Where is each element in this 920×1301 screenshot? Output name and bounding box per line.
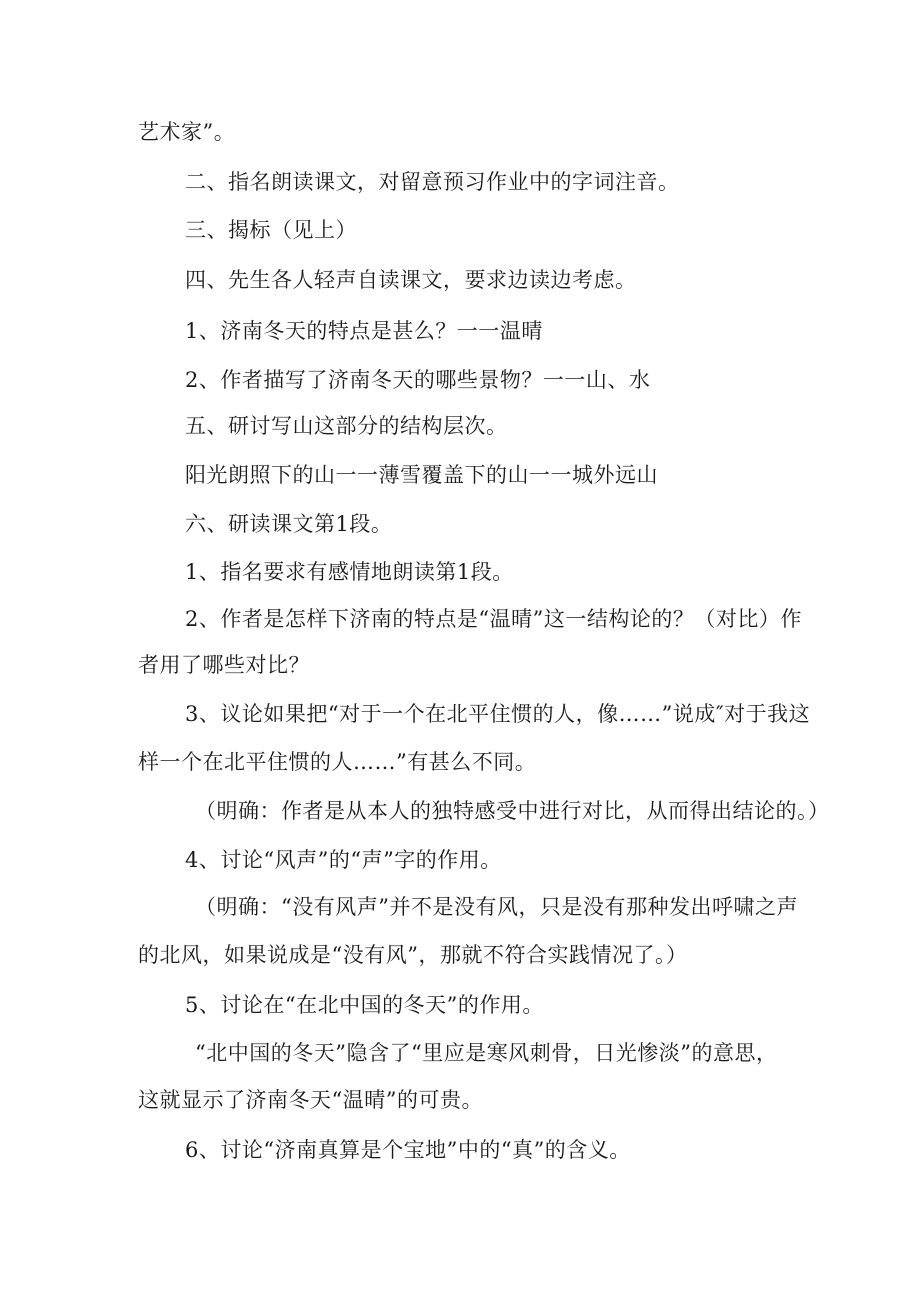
text-line-item-3-cont: 样一个在北平住惯的人……”有甚么不同。 (138, 750, 537, 774)
text-line-item-5-detail-cont: 这就显示了济南冬天“温晴”的可贵。 (138, 1088, 483, 1112)
text-line-item-2: 2、作者是怎样下济南的特点是“温晴”这一结构论的？（对比）作 (185, 607, 802, 631)
text-line-item-6: 6、讨论“济南真算是个宝地”中的“真”的含义。 (185, 1138, 631, 1162)
text-line-item-2-cont: 者用了哪些对比？ (138, 653, 310, 677)
text-line-item-5: 5、讨论在“在北中国的冬天”的作用。 (185, 993, 544, 1017)
text-line-clarify-2: （明确：“没有风声”并不是没有风，只是没有那种发出呼啸之声 (195, 895, 798, 919)
text-line-item-4: 4、讨论“风声”的“声”字的作用。 (185, 848, 502, 872)
text-line-item-5-detail: “北中国的冬天”隐含了“里应是寒风刺骨，日光惨淡”的意思， (195, 1041, 778, 1065)
text-line-step-4: 四、先生各人轻声自读课文，要求边读边考虑。 (185, 268, 637, 292)
text-line-item-3: 3、议论如果把“对于一个在北平住惯的人，像……”说成″对于我这 (185, 702, 811, 726)
text-line-question-1: 1、济南冬天的特点是甚么？一一温晴 (185, 319, 543, 343)
text-line-step-3: 三、揭标（见上） (185, 218, 357, 242)
text-line-question-2: 2、作者描写了济南冬天的哪些景物？一一山、水 (185, 368, 651, 392)
text-line-step-6: 六、研读课文第1段。 (185, 512, 393, 536)
text-line-clarify-1: （明确：作者是从本人的独特感受中进行对比，从而得出结论的。） (195, 799, 830, 823)
text-line-item-1: 1、指名要求有感情地朗读第1段。 (185, 560, 514, 584)
text-line-continuation: 艺术家”。 (138, 120, 236, 144)
text-line-structure: 阳光朗照下的山一一薄雪覆盖下的山一一城外远山 (185, 463, 658, 487)
text-line-step-5: 五、研讨写山这部分的结构层次。 (185, 414, 508, 438)
text-line-step-2: 二、指名朗读课文，对留意预习作业中的字词注音。 (185, 170, 680, 194)
text-line-clarify-2-cont: 的北风，如果说成是“没有风”，那就不符合实践情况了。） (138, 943, 688, 967)
